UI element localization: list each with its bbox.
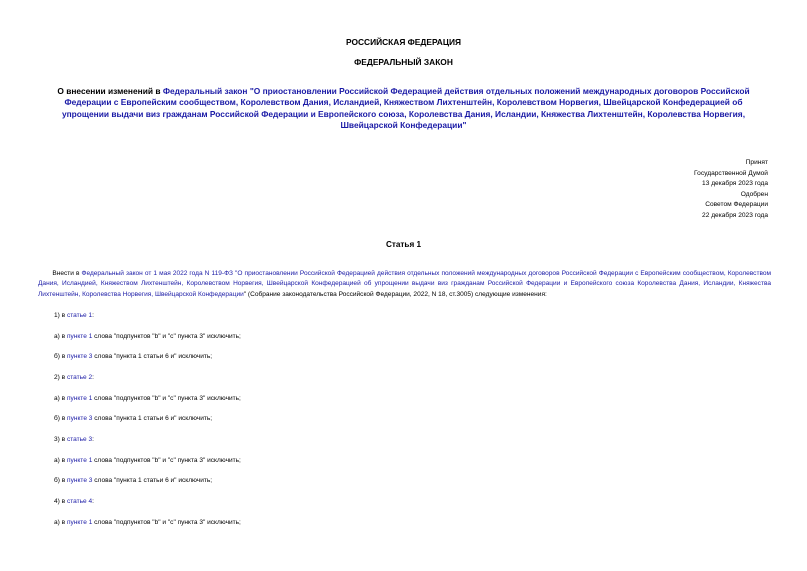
item-prefix: 3) в bbox=[54, 436, 67, 443]
point-link[interactable]: пункте 1 bbox=[66, 333, 93, 340]
law-title-link[interactable]: Федеральный закон "О приостановлении Российской Федерацией действия отдельных положений международных договоров Российской Федерации с Европейским сообществом, Королевством Дания, Исландией, Княжеством Лихтенштейн, Королевством Норвегия, Швейцарской Конфедерацией об упрощении выдачи виз гражданам Российской Федерации и Европейского союза, Королевства Дания, Исландии, Княжества Лихтенштейн, Королевства Норвегия, Швейцарской Конфедерации" bbox=[61, 86, 750, 130]
item-text: слова "пункта 1 статьи 6 и" исключить; bbox=[92, 415, 213, 422]
item-prefix: а) в bbox=[54, 519, 67, 526]
item-prefix: б) в bbox=[54, 353, 68, 360]
item-text: слова "подпунктов "b" и "c" пункта 3" исключить; bbox=[92, 457, 241, 464]
article-link[interactable]: статье 3 bbox=[66, 436, 93, 443]
list-item bbox=[54, 353, 212, 360]
list-item bbox=[54, 395, 241, 402]
point-link[interactable]: пункте 1 bbox=[66, 457, 93, 464]
intro-suffix: " (Собрание законодательства Российской Федерации, 2022, N 18, ст.3005) следующие изменения: bbox=[243, 290, 547, 298]
item-text: слова "пункта 1 статьи 6 и" исключить; bbox=[92, 477, 213, 484]
item-text: : bbox=[92, 312, 94, 319]
article-intro bbox=[38, 269, 771, 300]
list-item bbox=[54, 498, 94, 505]
point-link[interactable]: пункте 3 bbox=[67, 353, 93, 360]
law-type-heading: ФЕДЕРАЛЬНЫЙ ЗАКОН bbox=[354, 57, 453, 67]
list-item bbox=[54, 477, 212, 484]
item-prefix: 1) в bbox=[54, 312, 67, 319]
article-link[interactable]: статье 1 bbox=[66, 312, 93, 319]
duma-date: 13 декабря 2023 года bbox=[702, 180, 768, 188]
item-prefix: б) в bbox=[54, 477, 68, 484]
point-link[interactable]: пункте 1 bbox=[66, 395, 93, 402]
list-item bbox=[54, 457, 241, 464]
article-link[interactable]: статье 4 bbox=[66, 498, 93, 505]
list-item bbox=[54, 415, 212, 422]
law-title bbox=[50, 86, 757, 131]
item-text: слова "подпунктов "b" и "c" пункта 3" исключить; bbox=[92, 519, 241, 526]
item-prefix: а) в bbox=[54, 333, 67, 340]
council-date: 22 декабря 2023 года bbox=[702, 211, 768, 219]
item-prefix: а) в bbox=[54, 457, 67, 464]
intro-prefix: Внести в bbox=[52, 270, 82, 277]
item-text: : bbox=[92, 374, 94, 381]
item-text: слова "пункта 1 статьи 6 и" исключить; bbox=[92, 353, 213, 360]
law-title-prefix: О внесении изменений в bbox=[57, 86, 163, 96]
list-item bbox=[54, 333, 241, 340]
item-prefix: а) в bbox=[54, 395, 67, 402]
item-prefix: 2) в bbox=[54, 374, 67, 381]
adopted-label: Принят bbox=[745, 159, 768, 166]
article-link[interactable]: статье 2 bbox=[66, 374, 93, 381]
intro-law-link[interactable]: Федеральный закон от 1 мая 2022 года N 119-ФЗ "О приостановлении Российской Федерацией действия отдельных положений международных договоров Российской Федерации с Европейским сообществом, Королевством Дания, Исландией, Княжеством Лихтенштейн, Королевством Норвегия, Швейцарской Конфедерацией об упрощении выдачи виз гражданам Российской Федерации и Европейского союза Королевства Дания, Исландии, Княжества Лихтенштейн, Королевства Норвегия, Швейцарской Конфедерации bbox=[38, 270, 772, 298]
list-item bbox=[54, 519, 241, 526]
item-prefix: 4) в bbox=[54, 498, 67, 505]
council-label: Советом Федерации bbox=[705, 201, 768, 209]
federation-heading: РОССИЙСКАЯ ФЕДЕРАЦИЯ bbox=[345, 37, 462, 47]
duma-label: Государственной Думой bbox=[694, 169, 768, 177]
item-text: слова "подпунктов "b" и "c" пункта 3" исключить; bbox=[92, 395, 241, 402]
point-link[interactable]: пункте 3 bbox=[67, 477, 93, 484]
item-text: : bbox=[92, 436, 94, 443]
point-link[interactable]: пункте 1 bbox=[66, 519, 93, 526]
list-item bbox=[54, 312, 94, 319]
item-text: : bbox=[92, 498, 94, 505]
approved-label: Одобрен bbox=[740, 190, 768, 198]
list-item bbox=[54, 436, 94, 443]
adoption-block bbox=[694, 158, 768, 222]
article-heading: Статья 1 bbox=[385, 240, 422, 249]
list-item bbox=[54, 374, 94, 381]
point-link[interactable]: пункте 3 bbox=[67, 415, 93, 422]
item-text: слова "подпунктов "b" и "c" пункта 3" исключить; bbox=[92, 333, 241, 340]
item-prefix: б) в bbox=[54, 415, 68, 422]
